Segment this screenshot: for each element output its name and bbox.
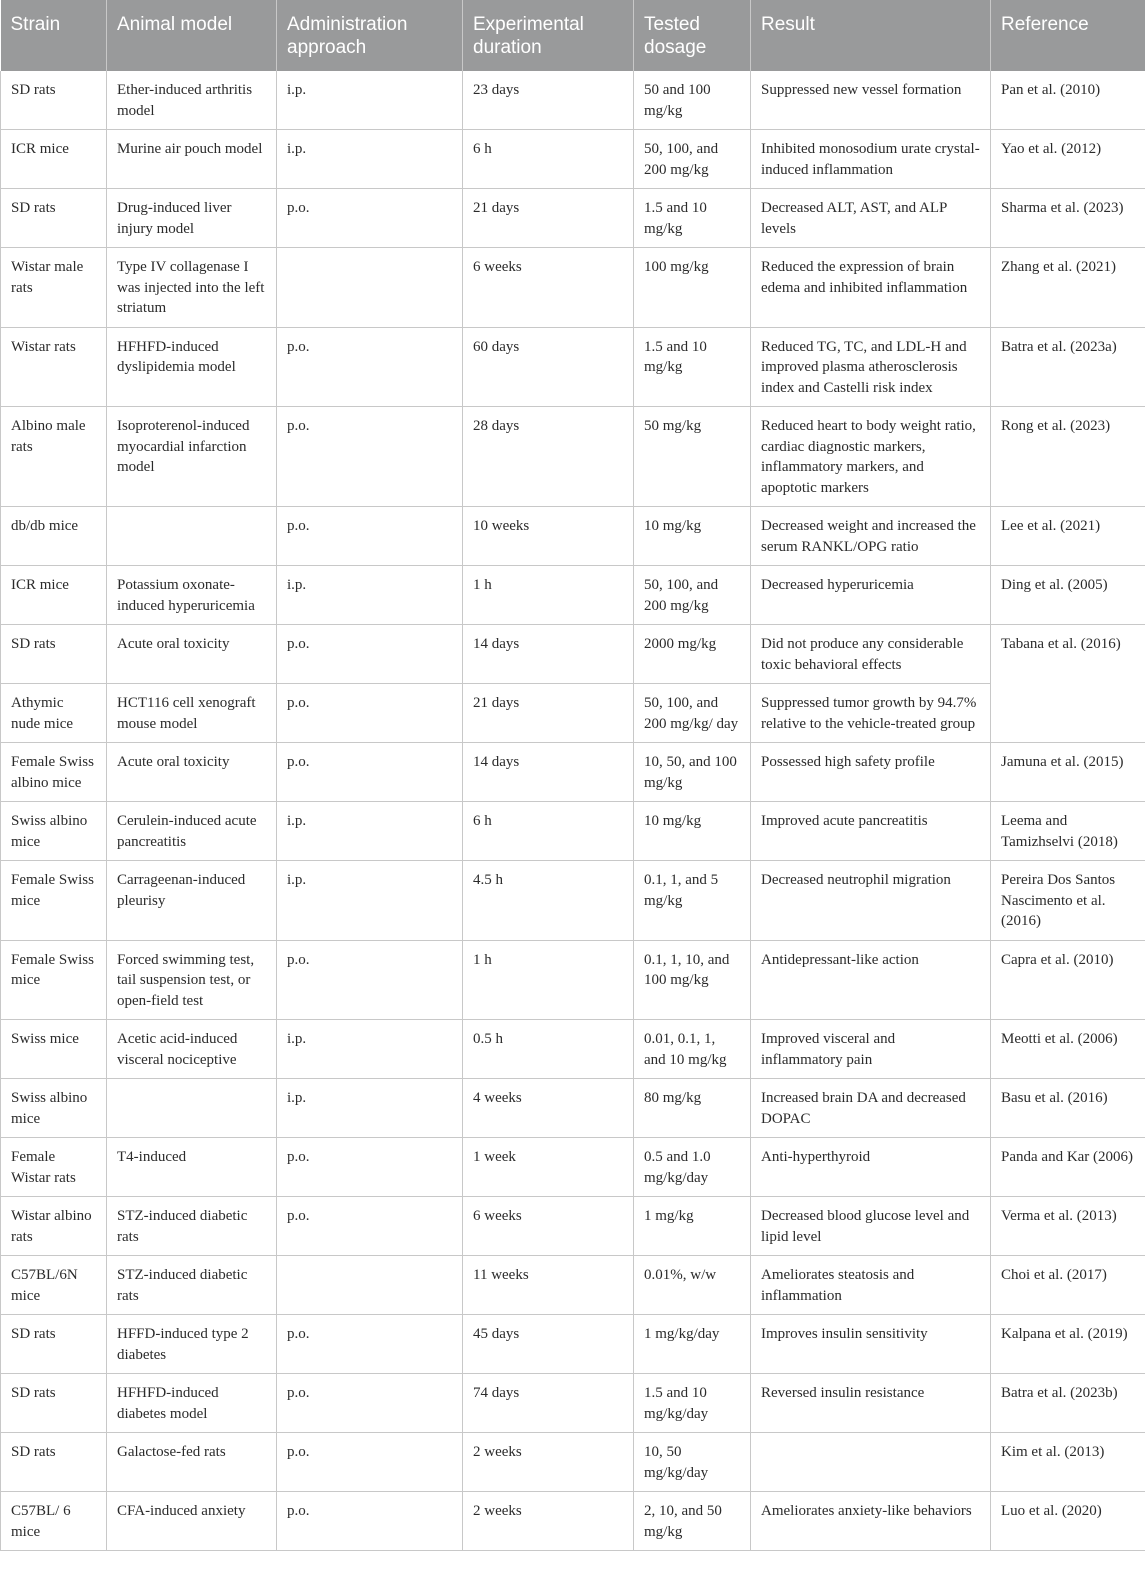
cell-result: Reduced the expression of brain edema and inhibited inflammation <box>751 248 991 328</box>
cell-reference: Choi et al. (2017) <box>991 1256 1145 1315</box>
cell-strain: db/db mice <box>1 507 107 566</box>
cell-experimental-duration: 1 h <box>463 566 634 625</box>
cell-experimental-duration: 6 h <box>463 130 634 189</box>
cell-tested-dosage: 2000 mg/kg <box>634 625 751 684</box>
cell-result: Did not produce any considerable toxic behavioral effects <box>751 625 991 684</box>
cell-result: Inhibited monosodium urate crystal-induced inflammation <box>751 130 991 189</box>
column-header-reference: Reference <box>991 0 1145 71</box>
cell-experimental-duration: 0.5 h <box>463 1020 634 1079</box>
cell-administration-approach: p.o. <box>277 407 463 507</box>
cell-strain: ICR mice <box>1 130 107 189</box>
cell-experimental-duration: 1 h <box>463 940 634 1020</box>
cell-animal-model: STZ-induced diabetic rats <box>107 1197 277 1256</box>
cell-result: Decreased ALT, AST, and ALP levels <box>751 189 991 248</box>
cell-strain: Wistar male rats <box>1 248 107 328</box>
table-body <box>1 71 1145 1551</box>
cell-reference: Lee et al. (2021) <box>991 507 1145 566</box>
table-row <box>1 1492 1145 1551</box>
cell-result: Ameliorates anxiety-like behaviors <box>751 1492 991 1551</box>
cell-tested-dosage: 50 and 100 mg/kg <box>634 71 751 130</box>
cell-tested-dosage: 2, 10, and 50 mg/kg <box>634 1492 751 1551</box>
cell-animal-model: HCT116 cell xenograft mouse model <box>107 684 277 743</box>
cell-reference: Batra et al. (2023a) <box>991 327 1145 407</box>
cell-administration-approach: p.o. <box>277 1492 463 1551</box>
cell-reference: Zhang et al. (2021) <box>991 248 1145 328</box>
table-row <box>1 861 1145 941</box>
cell-tested-dosage: 50 mg/kg <box>634 407 751 507</box>
table-row <box>1 940 1145 1020</box>
table-row <box>1 625 1145 684</box>
cell-strain: Female Wistar rats <box>1 1138 107 1197</box>
cell-strain: ICR mice <box>1 566 107 625</box>
column-header-experimental-duration: Experimental duration <box>463 0 634 71</box>
cell-experimental-duration: 6 h <box>463 802 634 861</box>
cell-result: Reduced heart to body weight ratio, cardiac diagnostic markers, inflammatory markers, and apoptotic markers <box>751 407 991 507</box>
cell-result: Improved visceral and inflammatory pain <box>751 1020 991 1079</box>
cell-strain: SD rats <box>1 189 107 248</box>
table-row <box>1 1079 1145 1138</box>
cell-animal-model: Forced swimming test, tail suspension test, or open-field test <box>107 940 277 1020</box>
cell-experimental-duration: 6 weeks <box>463 1197 634 1256</box>
cell-tested-dosage: 50, 100, and 200 mg/kg/ day <box>634 684 751 743</box>
table-row <box>1 1374 1145 1433</box>
cell-administration-approach <box>277 1256 463 1315</box>
cell-tested-dosage: 10 mg/kg <box>634 802 751 861</box>
cell-result: Possessed high safety profile <box>751 743 991 802</box>
cell-reference: Meotti et al. (2006) <box>991 1020 1145 1079</box>
cell-administration-approach: p.o. <box>277 327 463 407</box>
cell-reference: Yao et al. (2012) <box>991 130 1145 189</box>
cell-result: Decreased blood glucose level and lipid level <box>751 1197 991 1256</box>
cell-result: Decreased neutrophil migration <box>751 861 991 941</box>
cell-experimental-duration: 14 days <box>463 625 634 684</box>
cell-administration-approach: p.o. <box>277 625 463 684</box>
cell-experimental-duration: 6 weeks <box>463 248 634 328</box>
cell-administration-approach: p.o. <box>277 507 463 566</box>
cell-experimental-duration: 2 weeks <box>463 1492 634 1551</box>
cell-strain: Albino male rats <box>1 407 107 507</box>
cell-tested-dosage: 10 mg/kg <box>634 507 751 566</box>
column-header-result: Result <box>751 0 991 71</box>
cell-experimental-duration: 45 days <box>463 1315 634 1374</box>
cell-strain: SD rats <box>1 1374 107 1433</box>
cell-experimental-duration: 1 week <box>463 1138 634 1197</box>
cell-animal-model: Acute oral toxicity <box>107 625 277 684</box>
cell-tested-dosage: 0.5 and 1.0 mg/kg/day <box>634 1138 751 1197</box>
table-row <box>1 248 1145 328</box>
cell-animal-model: HFHFD-induced diabetes model <box>107 1374 277 1433</box>
cell-strain: SD rats <box>1 71 107 130</box>
cell-administration-approach: p.o. <box>277 743 463 802</box>
cell-experimental-duration: 28 days <box>463 407 634 507</box>
cell-administration-approach: i.p. <box>277 566 463 625</box>
cell-strain: SD rats <box>1 1433 107 1492</box>
table-row <box>1 1138 1145 1197</box>
cell-strain: SD rats <box>1 1315 107 1374</box>
table-row <box>1 743 1145 802</box>
cell-administration-approach: p.o. <box>277 940 463 1020</box>
cell-strain: Swiss albino mice <box>1 802 107 861</box>
cell-animal-model: Ether-induced arthritis model <box>107 71 277 130</box>
cell-tested-dosage: 80 mg/kg <box>634 1079 751 1138</box>
cell-experimental-duration: 4 weeks <box>463 1079 634 1138</box>
column-header-animal-model: Animal model <box>107 0 277 71</box>
cell-reference: Sharma et al. (2023) <box>991 189 1145 248</box>
cell-tested-dosage: 1.5 and 10 mg/kg <box>634 189 751 248</box>
table-row <box>1 130 1145 189</box>
cell-reference: Luo et al. (2020) <box>991 1492 1145 1551</box>
table-row <box>1 189 1145 248</box>
cell-animal-model: Acetic acid-induced visceral nociceptive <box>107 1020 277 1079</box>
cell-experimental-duration: 11 weeks <box>463 1256 634 1315</box>
cell-reference: Panda and Kar (2006) <box>991 1138 1145 1197</box>
cell-animal-model: HFHFD-induced dyslipidemia model <box>107 327 277 407</box>
cell-administration-approach: p.o. <box>277 189 463 248</box>
cell-result: Reduced TG, TC, and LDL-H and improved plasma atherosclerosis index and Castelli risk index <box>751 327 991 407</box>
table-row <box>1 327 1145 407</box>
cell-experimental-duration: 74 days <box>463 1374 634 1433</box>
cell-tested-dosage: 100 mg/kg <box>634 248 751 328</box>
cell-administration-approach: i.p. <box>277 1079 463 1138</box>
cell-administration-approach: p.o. <box>277 684 463 743</box>
table-row <box>1 802 1145 861</box>
cell-reference: Kalpana et al. (2019) <box>991 1315 1145 1374</box>
cell-administration-approach: p.o. <box>277 1433 463 1492</box>
cell-animal-model: Type IV collagenase I was injected into the left striatum <box>107 248 277 328</box>
cell-animal-model: Cerulein-induced acute pancreatitis <box>107 802 277 861</box>
cell-result <box>751 1433 991 1492</box>
cell-reference: Jamuna et al. (2015) <box>991 743 1145 802</box>
cell-tested-dosage: 10, 50, and 100 mg/kg <box>634 743 751 802</box>
table-row <box>1 1433 1145 1492</box>
cell-administration-approach: i.p. <box>277 1020 463 1079</box>
cell-tested-dosage: 0.01, 0.1, 1, and 10 mg/kg <box>634 1020 751 1079</box>
cell-reference: Rong et al. (2023) <box>991 407 1145 507</box>
cell-experimental-duration: 21 days <box>463 684 634 743</box>
cell-experimental-duration: 4.5 h <box>463 861 634 941</box>
cell-reference: Ding et al. (2005) <box>991 566 1145 625</box>
cell-administration-approach: p.o. <box>277 1315 463 1374</box>
cell-administration-approach: p.o. <box>277 1374 463 1433</box>
column-header-strain: Strain <box>1 0 107 71</box>
cell-tested-dosage: 10, 50 mg/kg/day <box>634 1433 751 1492</box>
cell-reference: Tabana et al. (2016) <box>991 625 1145 743</box>
cell-reference: Pereira Dos Santos Nascimento et al. (2016) <box>991 861 1145 941</box>
cell-experimental-duration: 21 days <box>463 189 634 248</box>
cell-strain: Wistar rats <box>1 327 107 407</box>
cell-animal-model: Galactose-fed rats <box>107 1433 277 1492</box>
cell-experimental-duration: 60 days <box>463 327 634 407</box>
cell-result: Improved acute pancreatitis <box>751 802 991 861</box>
cell-administration-approach: i.p. <box>277 71 463 130</box>
cell-animal-model: Acute oral toxicity <box>107 743 277 802</box>
table-row <box>1 507 1145 566</box>
cell-experimental-duration: 14 days <box>463 743 634 802</box>
cell-result: Ameliorates steatosis and inflammation <box>751 1256 991 1315</box>
cell-administration-approach <box>277 248 463 328</box>
cell-strain: Female Swiss albino mice <box>1 743 107 802</box>
cell-reference: Batra et al. (2023b) <box>991 1374 1145 1433</box>
cell-reference: Basu et al. (2016) <box>991 1079 1145 1138</box>
table-header <box>1 0 1145 71</box>
cell-result: Improves insulin sensitivity <box>751 1315 991 1374</box>
cell-strain: Swiss albino mice <box>1 1079 107 1138</box>
cell-reference: Kim et al. (2013) <box>991 1433 1145 1492</box>
cell-tested-dosage: 0.1, 1, and 5 mg/kg <box>634 861 751 941</box>
cell-result: Antidepressant-like action <box>751 940 991 1020</box>
cell-administration-approach: p.o. <box>277 1138 463 1197</box>
cell-animal-model: Potassium oxonate-induced hyperuricemia <box>107 566 277 625</box>
cell-administration-approach: i.p. <box>277 130 463 189</box>
cell-result: Increased brain DA and decreased DOPAC <box>751 1079 991 1138</box>
cell-tested-dosage: 1 mg/kg/day <box>634 1315 751 1374</box>
cell-animal-model: T4-induced <box>107 1138 277 1197</box>
cell-animal-model: Carrageenan-induced pleurisy <box>107 861 277 941</box>
cell-result: Decreased weight and increased the serum RANKL/OPG ratio <box>751 507 991 566</box>
cell-reference: Pan et al. (2010) <box>991 71 1145 130</box>
table-row <box>1 1315 1145 1374</box>
table-row <box>1 71 1145 130</box>
cell-administration-approach: i.p. <box>277 861 463 941</box>
cell-animal-model: Murine air pouch model <box>107 130 277 189</box>
table-row <box>1 1197 1145 1256</box>
cell-strain: C57BL/ 6 mice <box>1 1492 107 1551</box>
cell-strain: Athymic nude mice <box>1 684 107 743</box>
table-row <box>1 684 1145 743</box>
cell-tested-dosage: 1.5 and 10 mg/kg/day <box>634 1374 751 1433</box>
cell-animal-model <box>107 1079 277 1138</box>
table-row <box>1 1020 1145 1079</box>
cell-result: Reversed insulin resistance <box>751 1374 991 1433</box>
header-row <box>1 0 1145 71</box>
cell-strain: SD rats <box>1 625 107 684</box>
cell-administration-approach: p.o. <box>277 1197 463 1256</box>
cell-animal-model: HFFD-induced type 2 diabetes <box>107 1315 277 1374</box>
table-row <box>1 1256 1145 1315</box>
table-row <box>1 566 1145 625</box>
cell-animal-model: Isoproterenol-induced myocardial infarction model <box>107 407 277 507</box>
cell-animal-model: CFA-induced anxiety <box>107 1492 277 1551</box>
cell-experimental-duration: 23 days <box>463 71 634 130</box>
cell-result: Suppressed new vessel formation <box>751 71 991 130</box>
cell-experimental-duration: 10 weeks <box>463 507 634 566</box>
cell-result: Decreased hyperuricemia <box>751 566 991 625</box>
cell-animal-model <box>107 507 277 566</box>
cell-animal-model: STZ-induced diabetic rats <box>107 1256 277 1315</box>
cell-strain: Female Swiss mice <box>1 940 107 1020</box>
cell-strain: C57BL/6N mice <box>1 1256 107 1315</box>
column-header-administration-approach: Administration approach <box>277 0 463 71</box>
cell-tested-dosage: 1.5 and 10 mg/kg <box>634 327 751 407</box>
cell-result: Suppressed tumor growth by 94.7% relative to the vehicle-treated group <box>751 684 991 743</box>
cell-reference: Leema and Tamizhselvi (2018) <box>991 802 1145 861</box>
table-row <box>1 407 1145 507</box>
cell-strain: Swiss mice <box>1 1020 107 1079</box>
cell-administration-approach: i.p. <box>277 802 463 861</box>
cell-reference: Verma et al. (2013) <box>991 1197 1145 1256</box>
cell-animal-model: Drug-induced liver injury model <box>107 189 277 248</box>
cell-tested-dosage: 0.01%, w/w <box>634 1256 751 1315</box>
column-header-tested-dosage: Tested dosage <box>634 0 751 71</box>
cell-experimental-duration: 2 weeks <box>463 1433 634 1492</box>
cell-strain: Female Swiss mice <box>1 861 107 941</box>
cell-tested-dosage: 50, 100, and 200 mg/kg <box>634 566 751 625</box>
cell-tested-dosage: 0.1, 1, 10, and 100 mg/kg <box>634 940 751 1020</box>
cell-reference: Capra et al. (2010) <box>991 940 1145 1020</box>
cell-result: Anti-hyperthyroid <box>751 1138 991 1197</box>
cell-strain: Wistar albino rats <box>1 1197 107 1256</box>
cell-tested-dosage: 50, 100, and 200 mg/kg <box>634 130 751 189</box>
cell-tested-dosage: 1 mg/kg <box>634 1197 751 1256</box>
